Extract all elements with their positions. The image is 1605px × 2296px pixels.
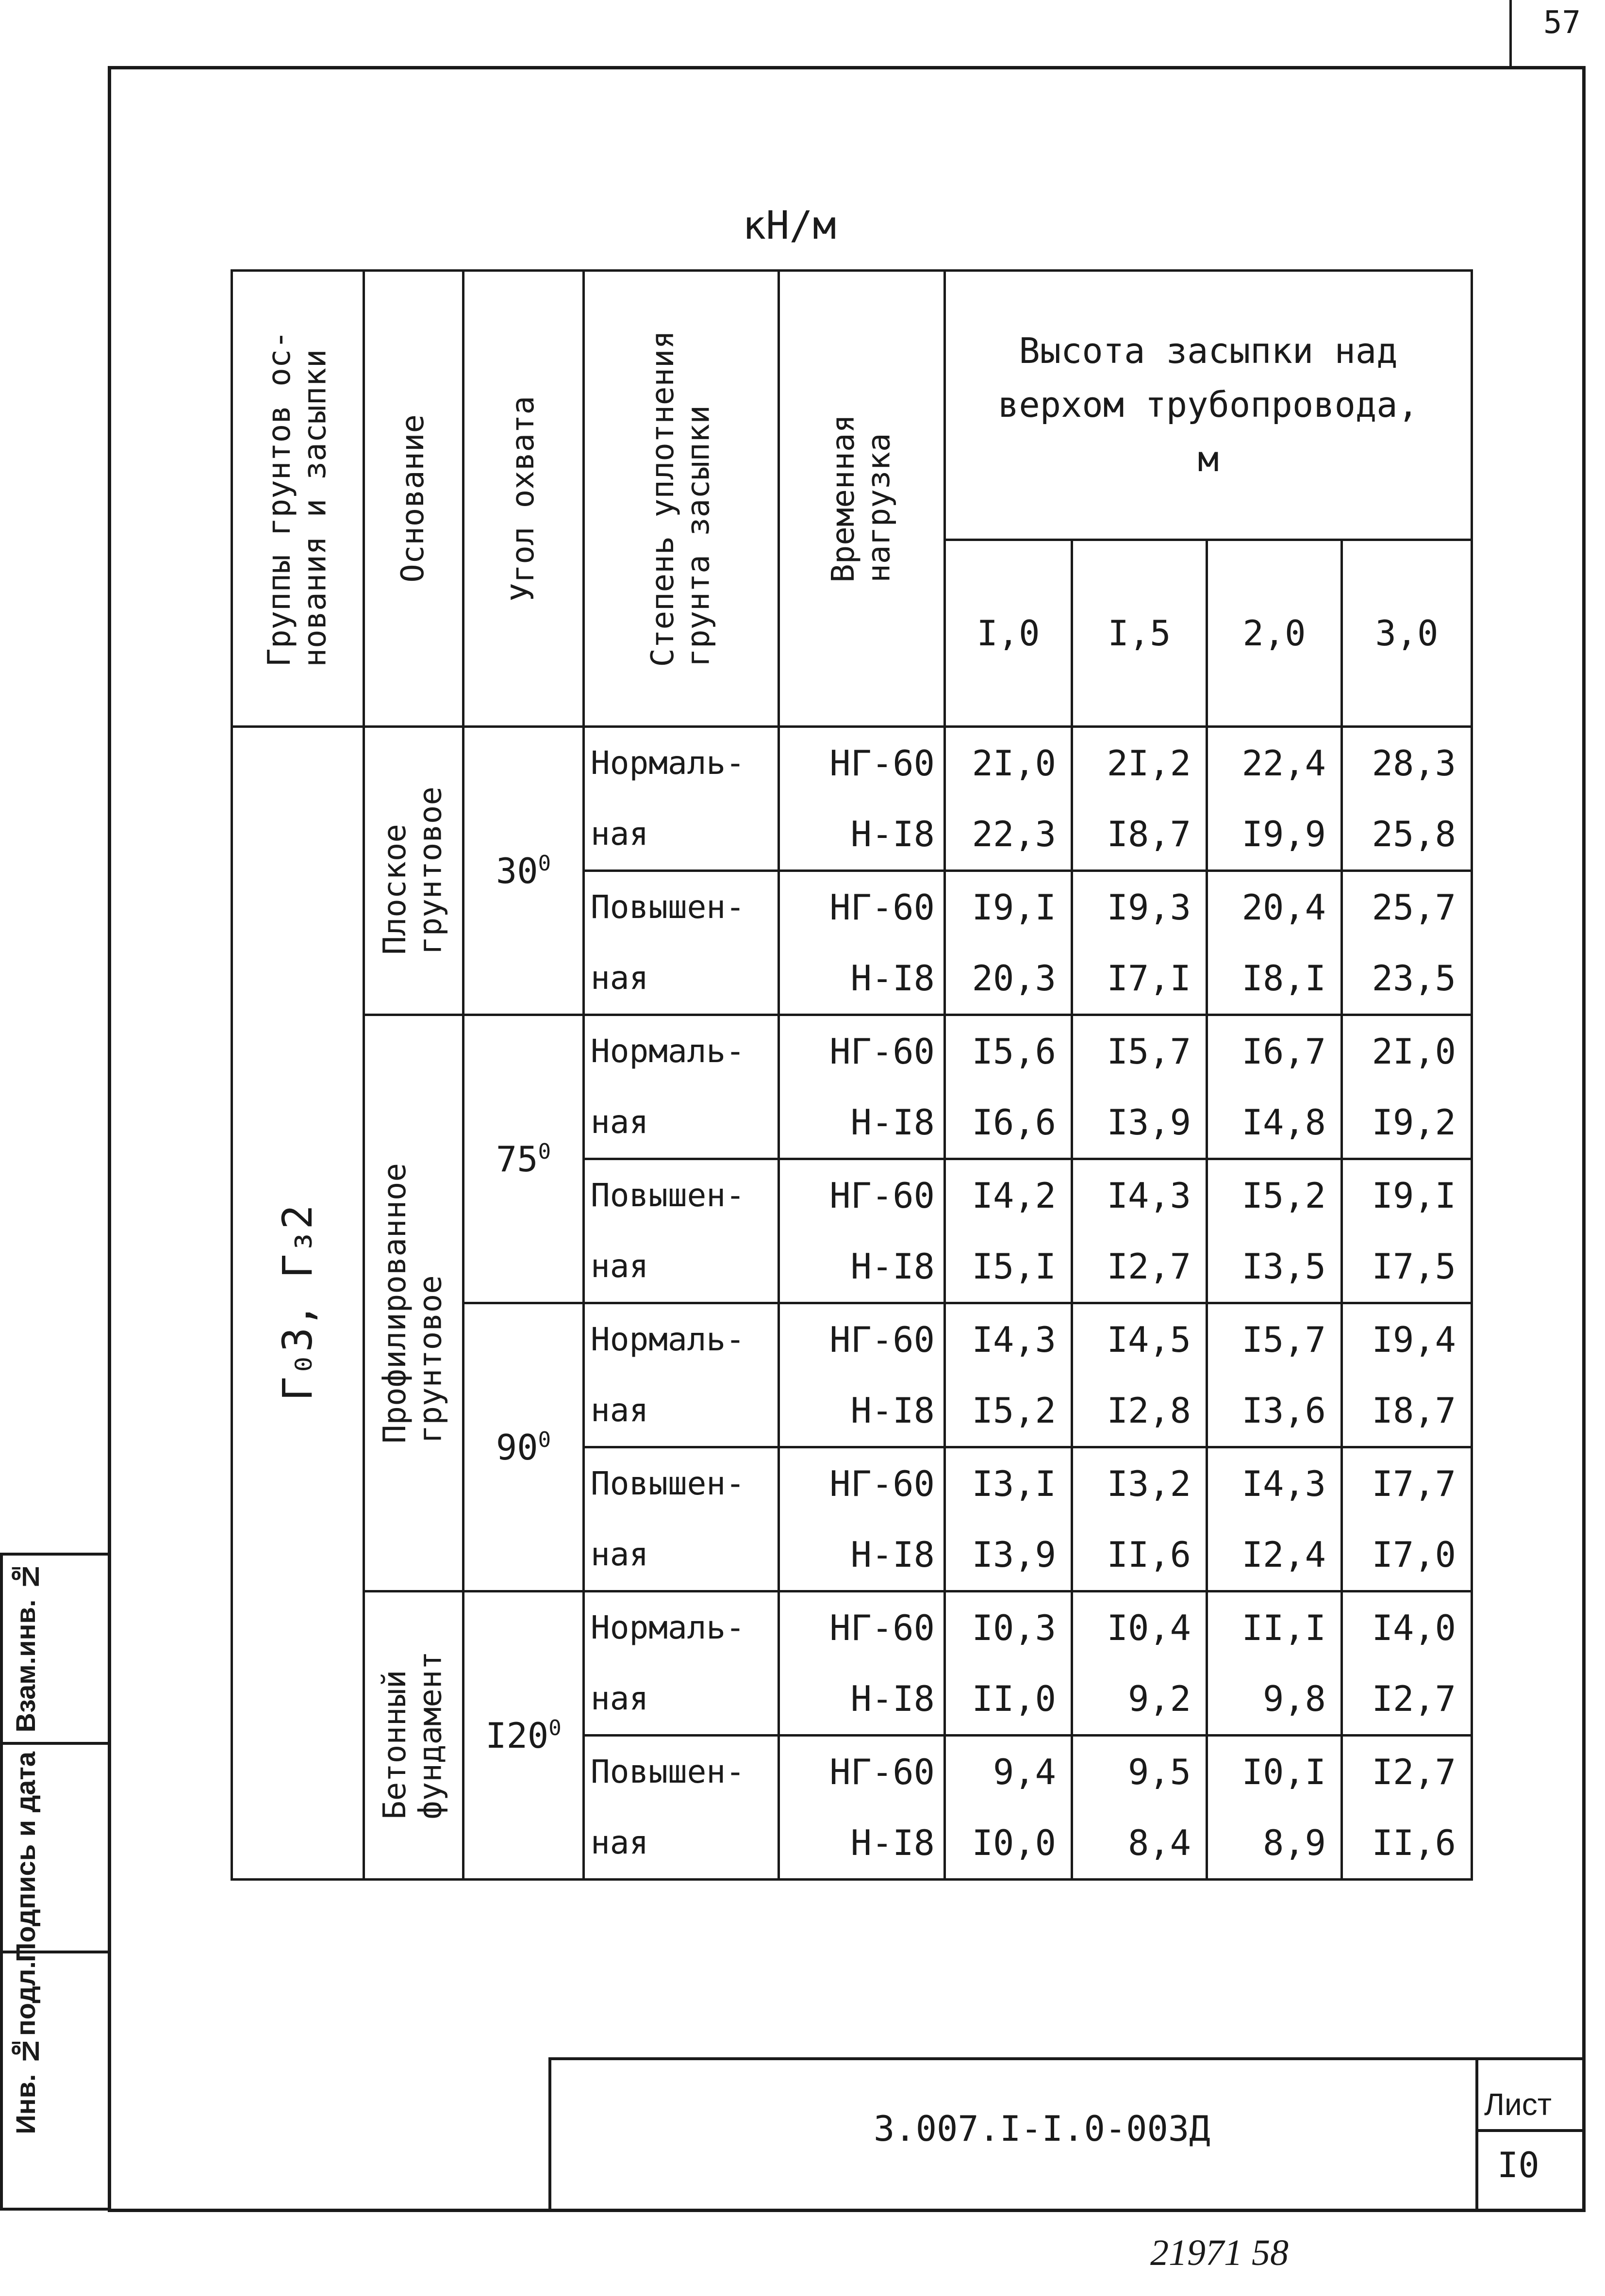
side-stamp-strip xyxy=(0,1553,108,2211)
load-cell: НГ-60 Н-I8 xyxy=(779,1303,945,1447)
table-cell: I5,7 I3,6 xyxy=(1207,1303,1342,1447)
side-strip-top xyxy=(0,1553,108,1556)
table-cell: I4,2 I5,I xyxy=(945,1159,1072,1303)
base-concrete xyxy=(364,1591,463,1880)
page-number: 57 xyxy=(1543,5,1581,41)
compaction-cell: Повышен- ная xyxy=(584,1159,779,1303)
table-cell: 28,3 25,8 xyxy=(1342,727,1472,871)
angle-120 xyxy=(463,1591,584,1880)
angle-120-value: I20 xyxy=(485,1715,549,1756)
load-cell: НГ-60 Н-I8 xyxy=(779,1591,945,1736)
table-cell: I4,3 I2,7 xyxy=(1072,1159,1207,1303)
handwritten-note: 21971 58 xyxy=(1150,2232,1289,2273)
table-cell: I0,3 II,0 xyxy=(945,1591,1072,1736)
angle-30 xyxy=(463,727,584,1015)
table-cell: I2,7 II,6 xyxy=(1342,1736,1472,1880)
table-cell: I5,2 I3,5 xyxy=(1207,1159,1342,1303)
header-load-text: Временная нагрузка xyxy=(825,414,897,583)
angle-90-value: 90 xyxy=(496,1427,538,1468)
compaction-cell: Нормаль- ная xyxy=(584,1303,779,1447)
angle-75 xyxy=(463,1015,584,1303)
angle-30-value: 30 xyxy=(496,850,538,891)
sheet-number: I0 xyxy=(1497,2145,1539,2185)
table-cell: I9,3 I7,I xyxy=(1072,871,1207,1015)
side-strip-divider-1 xyxy=(0,1742,108,1745)
compaction-cell: Повышен- ная xyxy=(584,1736,779,1880)
group-label: Г₀3, Г₃2 xyxy=(274,1205,322,1401)
header-height-3: 2,0 xyxy=(1207,540,1342,727)
table-cell: I4,3 I5,2 xyxy=(945,1303,1072,1447)
base-flat xyxy=(364,727,463,1015)
table-cell: 2I,0 I9,2 xyxy=(1342,1015,1472,1159)
header-height-1: I,0 xyxy=(945,540,1072,727)
table-cell: I4,3 I2,4 xyxy=(1207,1447,1342,1591)
header-load xyxy=(779,271,945,727)
base-flat-text: Плоское грунтовое xyxy=(377,787,449,955)
header-height-4: 3,0 xyxy=(1342,540,1472,727)
table-cell: I4,0 I2,7 xyxy=(1342,1591,1472,1736)
compaction-cell: Повышен- ная xyxy=(584,871,779,1015)
table-cell: 2I,0 22,3 xyxy=(945,727,1072,871)
base-profiled-text: Профилированное грунтовое xyxy=(377,1163,449,1443)
table-cell: 9,4 I0,0 xyxy=(945,1736,1072,1880)
header-groups-text: Группы грунтов ос- нования и засыпки xyxy=(261,330,333,667)
table-cell: I5,6 I6,6 xyxy=(945,1015,1072,1159)
title-block-divider xyxy=(1475,2057,1478,2209)
table-cell: I5,7 I3,9 xyxy=(1072,1015,1207,1159)
header-base xyxy=(364,271,463,727)
load-cell: НГ-60 Н-I8 xyxy=(779,727,945,871)
table-cell: I9,I 20,3 xyxy=(945,871,1072,1015)
sheet-cell-divider xyxy=(1478,2129,1582,2132)
header-compaction-text: Степень уплотнения грунта засыпки xyxy=(645,330,717,667)
group-cell xyxy=(232,727,364,1880)
angle-75-value: 75 xyxy=(496,1138,538,1180)
table-cell: I3,I I3,9 xyxy=(945,1447,1072,1591)
compaction-cell: Нормаль- ная xyxy=(584,1015,779,1159)
document-code: 3.007.I-I.0-003Д xyxy=(874,2108,1210,2149)
compaction-cell: Нормаль- ная xyxy=(584,1591,779,1736)
load-cell: НГ-60 Н-I8 xyxy=(779,1447,945,1591)
degree-mark: 0 xyxy=(538,1427,551,1452)
table-cell: I3,2 II,6 xyxy=(1072,1447,1207,1591)
load-cell: НГ-60 Н-I8 xyxy=(779,871,945,1015)
table-cell: I9,I I7,5 xyxy=(1342,1159,1472,1303)
table-cell: 25,7 23,5 xyxy=(1342,871,1472,1015)
load-cell: НГ-60 Н-I8 xyxy=(779,1015,945,1159)
header-groups xyxy=(232,271,364,727)
header-angle xyxy=(463,271,584,727)
frame-right-border xyxy=(1582,66,1586,2211)
table-cell: I7,7 I7,0 xyxy=(1342,1447,1472,1591)
side-label-replaced-inv: Взам.инв. № xyxy=(10,1561,41,1733)
table-cell: I0,4 9,2 xyxy=(1072,1591,1207,1736)
table-cell: I9,4 I8,7 xyxy=(1342,1303,1472,1447)
sheet-label: Лист xyxy=(1484,2087,1552,2122)
header-angle-text: Угол охвата xyxy=(505,395,541,602)
base-concrete-text: Бетонный фундамент xyxy=(377,1651,449,1820)
sheet-tab-divider xyxy=(1509,0,1512,66)
header-base-text: Основание xyxy=(395,414,431,583)
base-profiled xyxy=(364,1015,463,1591)
frame-left-border xyxy=(108,66,111,2211)
units-label: кН/м xyxy=(743,203,836,248)
degree-mark: 0 xyxy=(538,1139,551,1164)
side-label-signature-date: Подпись и дата xyxy=(10,1752,41,1962)
load-table xyxy=(231,269,1473,1881)
side-strip-left xyxy=(0,1553,3,2211)
table-cell: I4,5 I2,8 xyxy=(1072,1303,1207,1447)
table-cell: I0,I 8,9 xyxy=(1207,1736,1342,1880)
side-label-inv-original: Инв. №подл. xyxy=(10,1961,41,2134)
degree-mark: 0 xyxy=(538,851,551,876)
table-cell: 20,4 I8,I xyxy=(1207,871,1342,1015)
frame-top-border xyxy=(109,66,1586,69)
compaction-cell: Нормаль- ная xyxy=(584,727,779,871)
angle-90 xyxy=(463,1303,584,1591)
table-cell: 9,5 8,4 xyxy=(1072,1736,1207,1880)
table-cell: II,I 9,8 xyxy=(1207,1591,1342,1736)
table-cell: 2I,2 I8,7 xyxy=(1072,727,1207,871)
degree-mark: 0 xyxy=(548,1715,562,1740)
table-cell: I6,7 I4,8 xyxy=(1207,1015,1342,1159)
header-height-2: I,5 xyxy=(1072,540,1207,727)
load-cell: НГ-60 Н-I8 xyxy=(779,1159,945,1303)
header-compaction xyxy=(584,271,779,727)
load-cell: НГ-60 Н-I8 xyxy=(779,1736,945,1880)
side-strip-bottom xyxy=(0,2208,108,2211)
header-height: Высота засыпки над верхом трубопровода, м xyxy=(945,271,1472,540)
compaction-cell: Повышен- ная xyxy=(584,1447,779,1591)
table-cell: 22,4 I9,9 xyxy=(1207,727,1342,871)
